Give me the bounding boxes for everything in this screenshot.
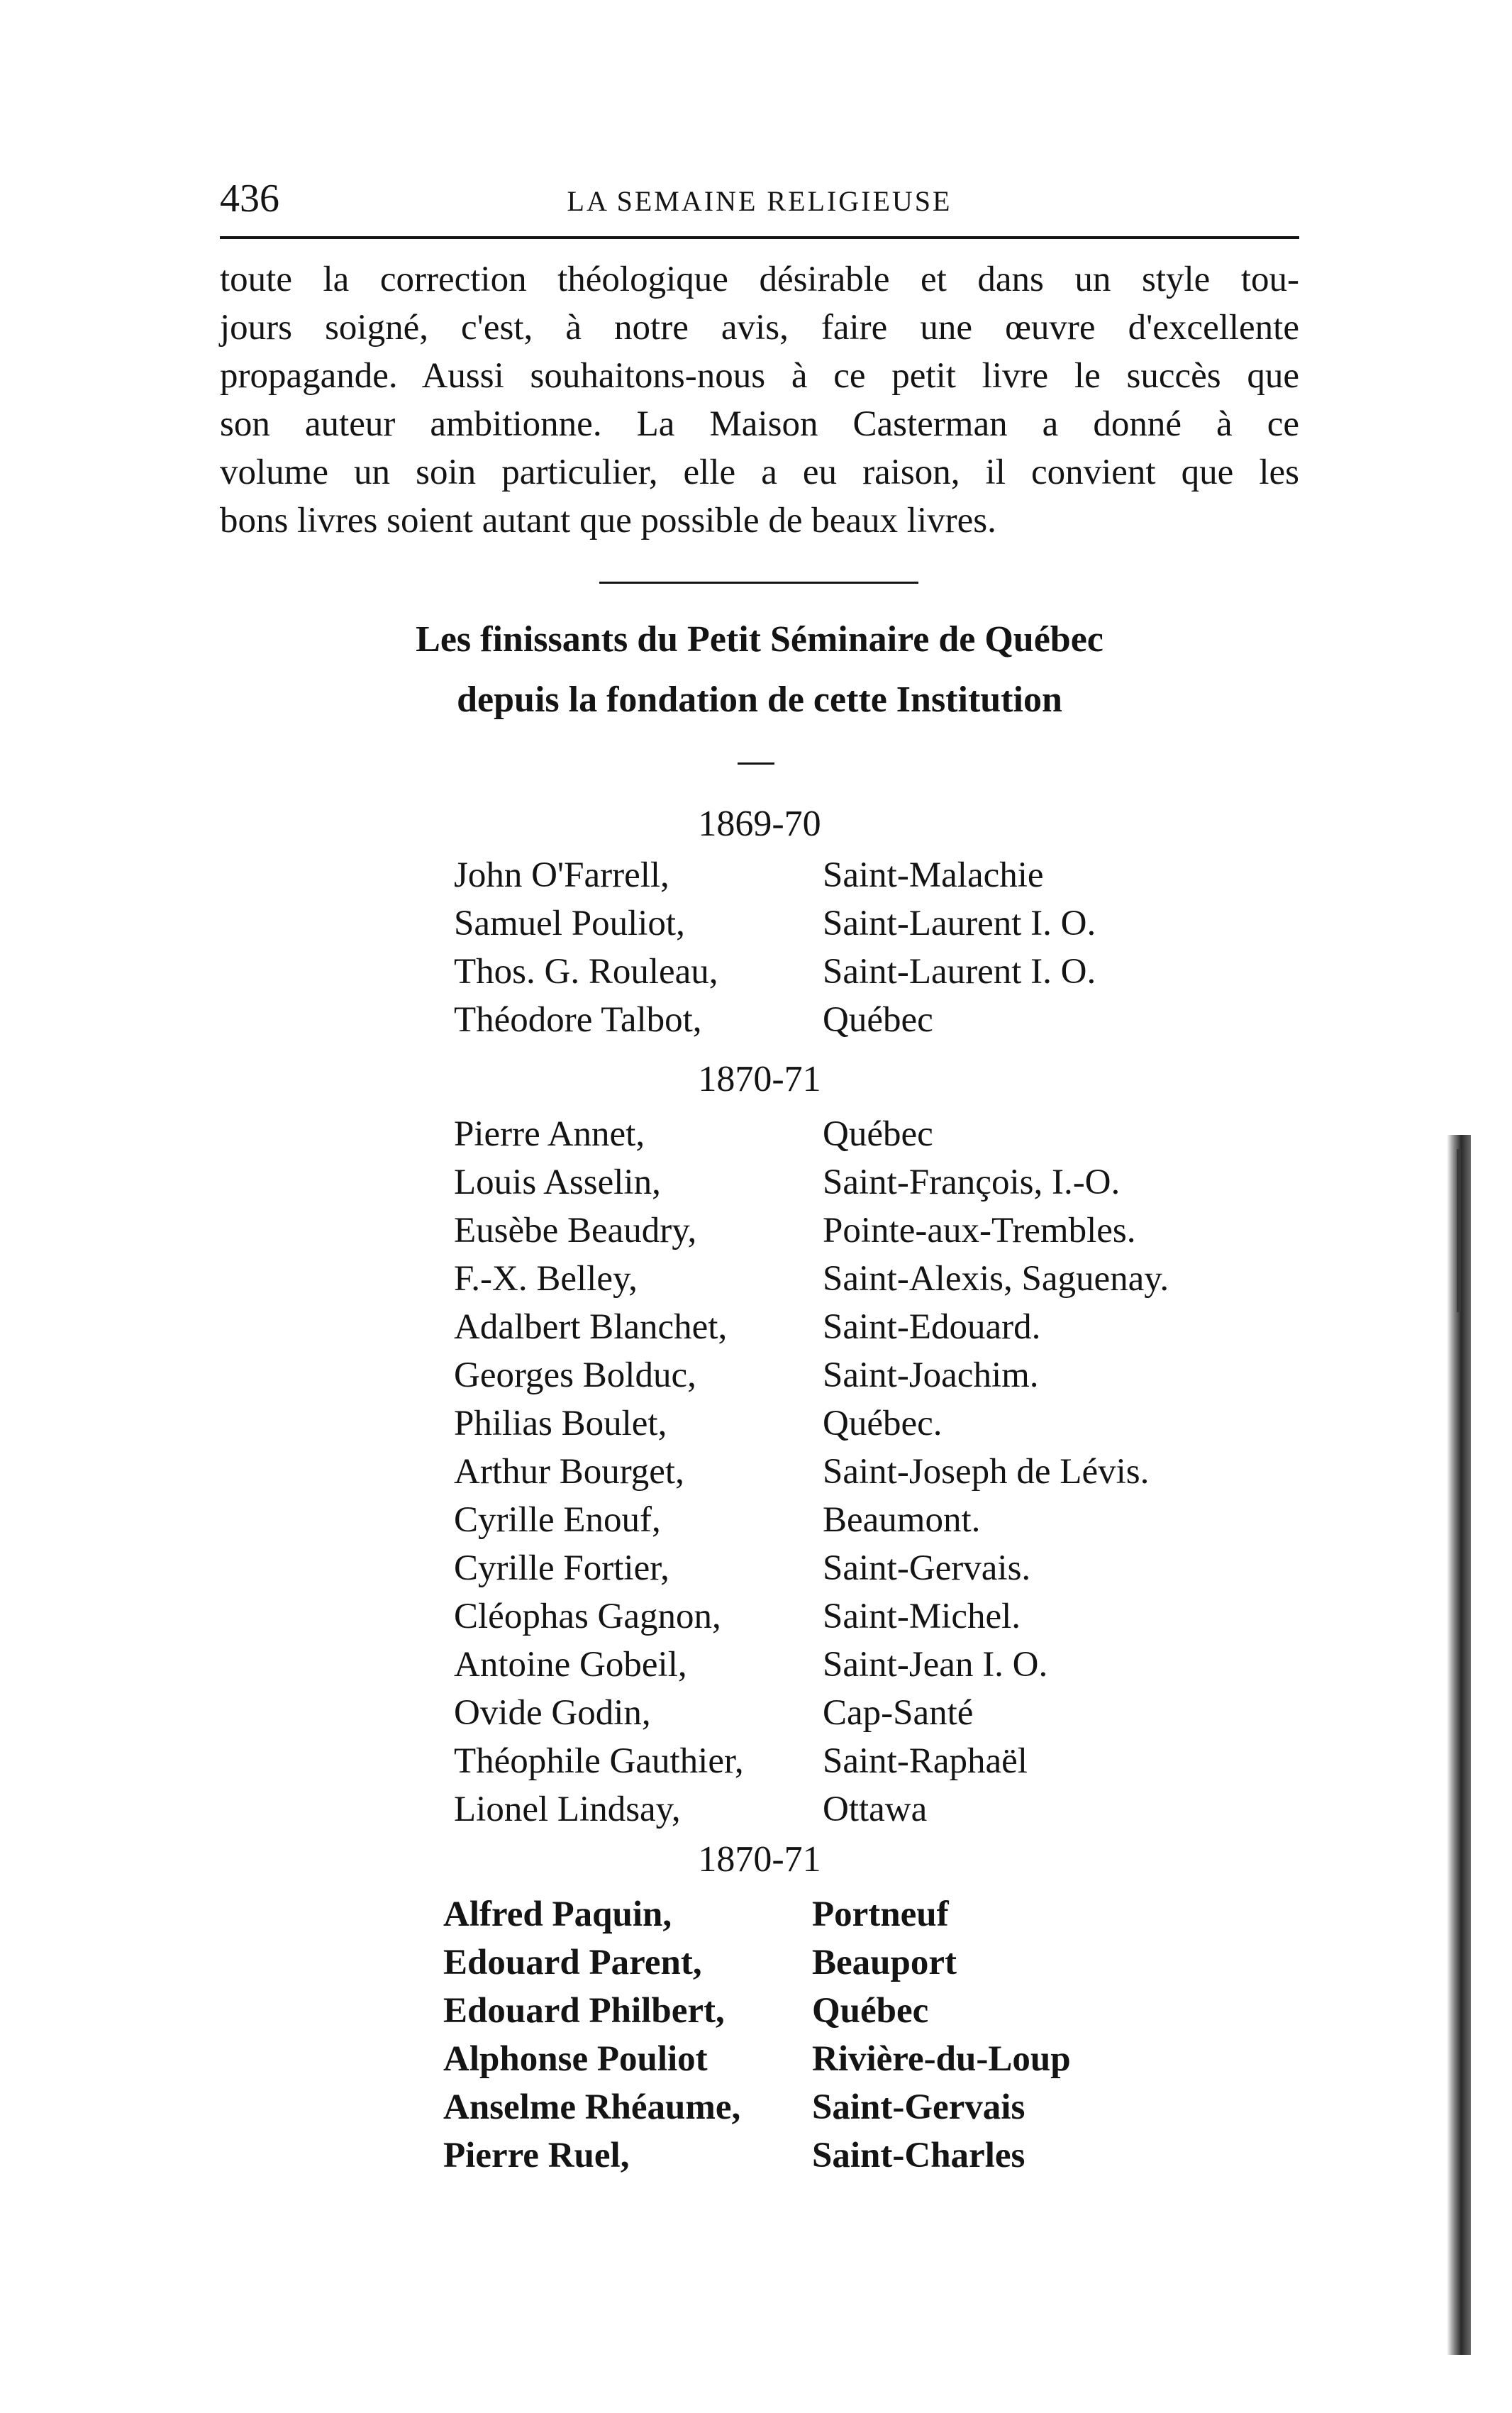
graduate-place: Cap-Santé <box>823 1693 974 1733</box>
graduate-name: Louis Asselin, <box>454 1163 661 1202</box>
list-item <box>454 1206 1305 1255</box>
graduate-name: John O'Farrell, <box>454 855 669 895</box>
list-item <box>454 996 1305 1044</box>
page-number: 436 <box>220 177 279 221</box>
graduate-place: Saint-François, I.-O. <box>823 1163 1121 1202</box>
section-divider <box>599 582 918 584</box>
graduate-place: Ottawa <box>823 1790 928 1829</box>
graduate-place: Saint-Gervais. <box>823 1548 1031 1588</box>
year-heading: 1870-71 <box>698 1839 821 1880</box>
section-subtitle: depuis la fondation de cette Institution <box>457 679 1062 720</box>
graduate-place: Québec <box>823 1000 933 1040</box>
graduate-place: Saint-Edouard. <box>823 1307 1041 1347</box>
graduate-name: Georges Bolduc, <box>454 1355 696 1395</box>
graduate-place: Saint-Laurent I. O. <box>823 904 1096 943</box>
graduate-place: Saint-Gervais <box>812 2087 1025 2127</box>
list-item <box>454 1496 1305 1544</box>
graduate-place: Saint-Joachim. <box>823 1355 1039 1395</box>
list-item <box>454 1641 1305 1689</box>
graduate-place: Saint-Laurent I. O. <box>823 952 1096 992</box>
graduate-name: Adalbert Blanchet, <box>454 1307 728 1347</box>
list-item <box>454 1544 1305 1592</box>
intro-line: bons livres soient autant que possible de beaux livres. <box>220 501 996 540</box>
page-header <box>220 177 1299 234</box>
graduate-name: Antoine Gobeil, <box>454 1645 687 1685</box>
intro-line: propagande. Aussi souhaitons-nous à ce petit livre le succès que <box>220 356 1299 396</box>
graduate-name: Arthur Bourget, <box>454 1452 684 1492</box>
list-item <box>454 1448 1305 1496</box>
section-title: Les finissants du Petit Séminaire de Québec <box>416 619 1104 660</box>
graduate-name: Lionel Lindsay, <box>454 1790 681 1829</box>
list-item <box>454 948 1305 996</box>
graduate-place: Pointe-aux-Trembles. <box>823 1211 1136 1250</box>
graduate-name: Samuel Pouliot, <box>454 904 685 943</box>
graduate-name: Pierre Ruel, <box>443 2136 630 2175</box>
list-item <box>454 1255 1305 1303</box>
graduate-place: Beauport <box>812 1943 957 1982</box>
graduate-place: Saint-Joseph de Lévis. <box>823 1452 1150 1492</box>
list-item <box>454 1737 1305 1785</box>
year-heading: 1869-70 <box>698 804 821 844</box>
graduate-place: Saint-Jean I. O. <box>823 1645 1048 1685</box>
list-item <box>443 1987 1294 2035</box>
list-item <box>454 1785 1305 1834</box>
title-dash <box>738 762 774 765</box>
year-heading: 1870-71 <box>698 1059 821 1099</box>
list-item <box>443 1890 1294 1938</box>
list-item <box>454 1158 1305 1206</box>
graduate-name: Edouard Philbert, <box>443 1991 725 2031</box>
running-title: LA SEMAINE RELIGIEUSE <box>567 185 952 217</box>
graduate-place: Saint-Charles <box>812 2136 1025 2175</box>
graduate-name: F.-X. Belley, <box>454 1259 638 1299</box>
graduates-list <box>443 1890 1294 2180</box>
list-item <box>454 1592 1305 1641</box>
graduate-name: Théophile Gauthier, <box>454 1741 744 1781</box>
graduate-name: Alfred Paquin, <box>443 1895 672 1934</box>
graduate-place: Beaumont. <box>823 1500 981 1540</box>
list-item <box>443 1938 1294 1987</box>
list-item <box>454 1689 1305 1737</box>
list-item <box>454 851 1305 899</box>
graduate-name: Cyrille Enouf, <box>454 1500 661 1540</box>
graduate-name: Alphonse Pouliot <box>443 2039 708 2079</box>
list-item <box>454 1399 1305 1448</box>
graduate-name: Philias Boulet, <box>454 1404 667 1443</box>
graduate-name: Thos. G. Rouleau, <box>454 952 718 992</box>
graduate-place: Portneuf <box>812 1895 949 1934</box>
graduate-name: Anselme Rhéaume, <box>443 2087 741 2127</box>
graduate-place: Saint-Alexis, Saguenay. <box>823 1259 1169 1299</box>
intro-line: toute la correction théologique désirable et dans un style tou- <box>220 260 1299 299</box>
graduate-name: Pierre Annet, <box>454 1114 645 1154</box>
graduate-place: Saint-Raphaël <box>823 1741 1028 1781</box>
graduate-place: Saint-Malachie <box>823 855 1044 895</box>
graduates-list <box>454 1110 1305 1834</box>
graduate-name: Eusèbe Beaudry, <box>454 1211 697 1250</box>
header-rule <box>220 236 1299 239</box>
intro-line: jours soigné, c'est, à notre avis, faire une œuvre d'excellente <box>220 308 1299 348</box>
graduate-place: Québec. <box>823 1404 943 1443</box>
graduate-place: Québec <box>812 1991 929 2031</box>
graduate-name: Théodore Talbot, <box>454 1000 702 1040</box>
list-item <box>454 1303 1305 1351</box>
graduate-name: Ovide Godin, <box>454 1693 651 1733</box>
graduate-place: Saint-Michel. <box>823 1597 1021 1636</box>
intro-line: volume un soin particulier, elle a eu raison, il convient que les <box>220 453 1299 492</box>
page-edge-mark <box>1457 1149 1461 1312</box>
graduate-place: Rivière-du-Loup <box>812 2039 1071 2079</box>
graduate-name: Cléophas Gagnon, <box>454 1597 721 1636</box>
graduate-place: Québec <box>823 1114 933 1154</box>
page-edge-shadow <box>1447 1135 1471 2355</box>
list-item <box>454 899 1305 948</box>
list-item <box>443 2035 1294 2083</box>
graduate-name: Edouard Parent, <box>443 1943 702 1982</box>
graduate-name: Cyrille Fortier, <box>454 1548 669 1588</box>
intro-paragraph <box>220 255 1299 545</box>
list-item <box>454 1351 1305 1399</box>
list-item <box>443 2083 1294 2131</box>
list-item <box>454 1110 1305 1158</box>
intro-line: son auteur ambitionne. La Maison Casterman a donné à ce <box>220 404 1299 444</box>
list-item <box>443 2131 1294 2180</box>
graduates-list <box>454 851 1305 1044</box>
